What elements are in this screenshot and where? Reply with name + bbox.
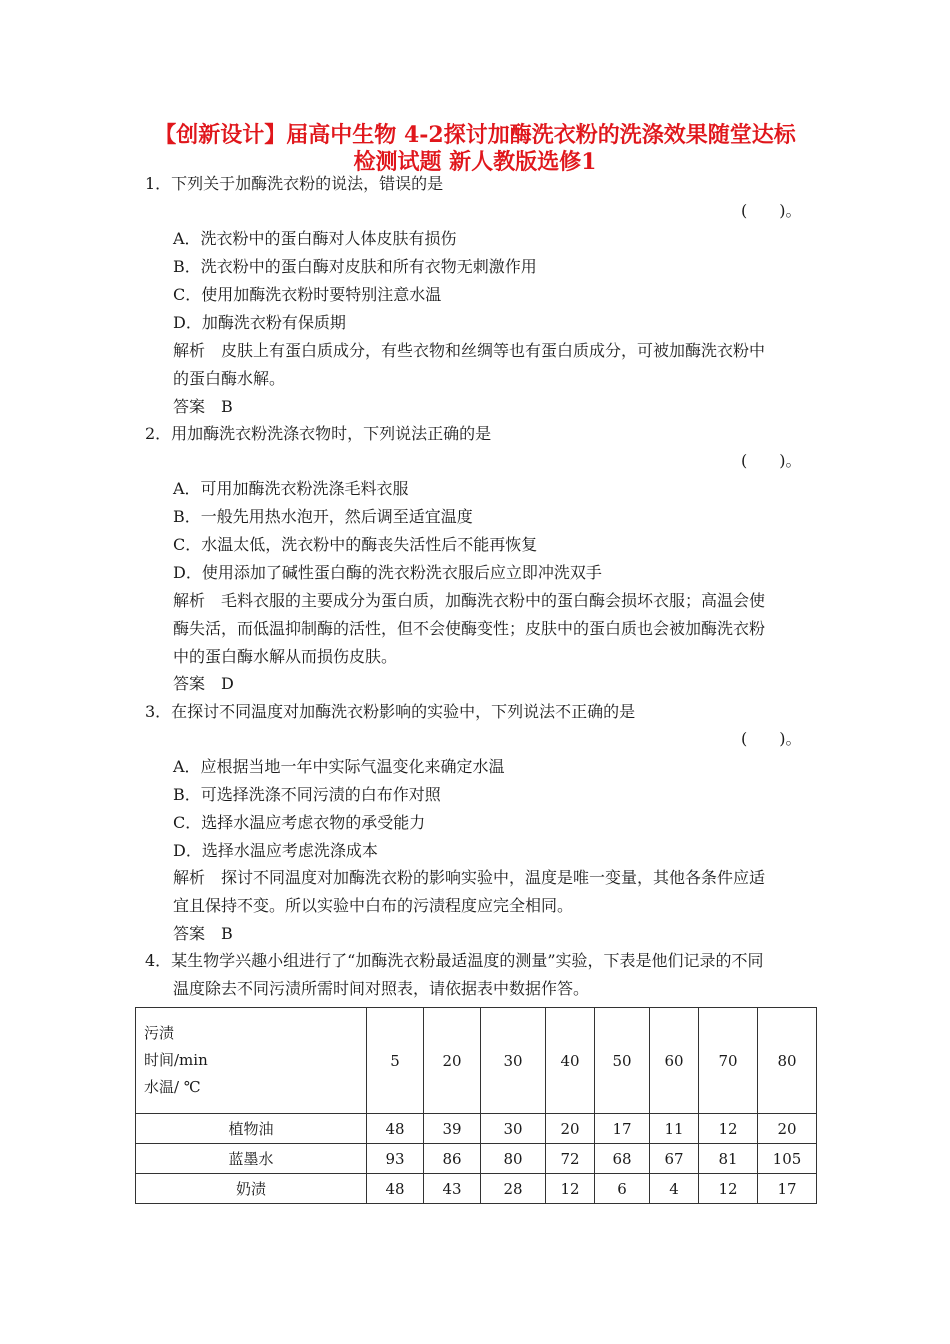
row-label: 奶渍 [136, 1174, 367, 1204]
table-cell: 30 [481, 1114, 546, 1144]
title-line-2: 检测试题 新人教版选修1 [353, 149, 597, 175]
table-cell: 68 [595, 1144, 650, 1174]
q2-stem: 2．用加酶洗衣粉洗涤衣物时，下列说法正确的是 [145, 424, 492, 443]
table-cell: 6 [595, 1174, 650, 1204]
table-corner-cell [136, 1008, 367, 1114]
table-row [136, 1114, 817, 1144]
q3-option-b: B．可选择洗涤不同污渍的白布作对照 [173, 785, 441, 804]
table-cell: 12 [699, 1174, 758, 1204]
table-header-row [136, 1008, 817, 1114]
temp-header: 50 [595, 1008, 650, 1114]
table-cell: 48 [367, 1174, 424, 1204]
temp-header: 40 [546, 1008, 595, 1114]
q1-analysis-2: 的蛋白酶水解。 [173, 369, 286, 388]
corner-label-temp: 水温/ ℃ [144, 1078, 201, 1096]
q3-analysis-1: 解析 探讨不同温度对加酶洗衣粉的影响实验中，温度是唯一变量，其他各条件应适 [173, 868, 766, 887]
table-cell: 105 [758, 1144, 817, 1174]
temp-header: 30 [481, 1008, 546, 1114]
table-cell: 20 [758, 1114, 817, 1144]
q1-option-d: D．加酶洗衣粉有保质期 [173, 313, 346, 332]
table-row [136, 1144, 817, 1174]
q2-analysis-3: 中的蛋白酶水解从而损伤皮肤。 [173, 647, 398, 666]
table-cell: 81 [699, 1144, 758, 1174]
q2-answer: 答案 D [173, 674, 234, 693]
q2-option-d: D．使用添加了碱性蛋白酶的洗衣粉洗衣服后应立即冲洗双手 [173, 563, 602, 582]
q3-stem: 3．在探讨不同温度对加酶洗衣粉影响的实验中，下列说法不正确的是 [145, 702, 636, 721]
table-cell: 39 [424, 1114, 481, 1144]
q1-answer: 答案 B [173, 397, 233, 416]
table-cell: 4 [650, 1174, 699, 1204]
q3-option-c: C．选择水温应考虑衣物的承受能力 [173, 813, 426, 832]
table-row [136, 1174, 817, 1204]
q1-option-a: A．洗衣粉中的蛋白酶对人体皮肤有损伤 [173, 229, 457, 248]
table-cell: 67 [650, 1144, 699, 1174]
table-cell: 28 [481, 1174, 546, 1204]
temp-header: 80 [758, 1008, 817, 1114]
q3-option-d: D．选择水温应考虑洗涤成本 [173, 841, 378, 860]
table-cell: 17 [595, 1114, 650, 1144]
temp-header: 70 [699, 1008, 758, 1114]
table-cell: 12 [699, 1114, 758, 1144]
q2-analysis-1: 解析 毛料衣服的主要成分为蛋白质，加酶洗衣粉中的蛋白酶会损坏衣服；高温会使 [173, 591, 766, 610]
corner-label-time: 时间/min [144, 1051, 208, 1069]
q2-option-a: A．可用加酶洗衣粉洗涤毛料衣服 [173, 479, 409, 498]
q3-option-a: A．应根据当地一年中实际气温变化来确定水温 [173, 757, 505, 776]
table-cell: 48 [367, 1114, 424, 1144]
q1-stem: 1．下列关于加酶洗衣粉的说法，错误的是 [145, 174, 444, 193]
row-label: 蓝墨水 [136, 1144, 367, 1174]
q3-analysis-2: 宜且保持不变。所以实验中白布的污渍程度应完全相同。 [173, 896, 574, 915]
temp-header: 60 [650, 1008, 699, 1114]
table-cell: 17 [758, 1174, 817, 1204]
table-cell: 93 [367, 1144, 424, 1174]
q4-stem-1: 4．某生物学兴趣小组进行了“加酶洗衣粉最适温度的测量”实验，下表是他们记录的不同 [145, 951, 764, 970]
q2-answer-paren: ( )。 [741, 451, 802, 470]
title-line-1: 【创新设计】届高中生物 4-2探讨加酶洗衣粉的洗涤效果随堂达标 [154, 122, 796, 148]
q2-option-c: C．水温太低，洗衣粉中的酶丧失活性后不能再恢复 [173, 535, 538, 554]
table-cell: 43 [424, 1174, 481, 1204]
temp-header: 5 [367, 1008, 424, 1114]
table-cell: 12 [546, 1174, 595, 1204]
table-cell: 11 [650, 1114, 699, 1144]
table-cell: 86 [424, 1144, 481, 1174]
table-cell: 80 [481, 1144, 546, 1174]
q1-analysis-1: 解析 皮肤上有蛋白质成分，有些衣物和丝绸等也有蛋白质成分，可被加酶洗衣粉中 [173, 341, 766, 360]
corner-label-stain: 污渍 [144, 1024, 175, 1042]
q1-answer-paren: ( )。 [741, 201, 802, 220]
q3-answer: 答案 B [173, 924, 233, 943]
data-table [135, 1007, 817, 1204]
row-label: 植物油 [136, 1114, 367, 1144]
q4-stem-2: 温度除去不同污渍所需时间对照表，请依据表中数据作答。 [173, 979, 590, 998]
q2-analysis-2: 酶失活，而低温抑制酶的活性，但不会使酶变性；皮肤中的蛋白质也会被加酶洗衣粉 [173, 619, 766, 638]
table-cell: 72 [546, 1144, 595, 1174]
q2-option-b: B．一般先用热水泡开，然后调至适宜温度 [173, 507, 473, 526]
temp-header: 20 [424, 1008, 481, 1114]
table-cell: 20 [546, 1114, 595, 1144]
q1-option-c: C．使用加酶洗衣粉时要特别注意水温 [173, 285, 442, 304]
q3-answer-paren: ( )。 [741, 729, 802, 748]
q1-option-b: B．洗衣粉中的蛋白酶对皮肤和所有衣物无刺激作用 [173, 257, 537, 276]
